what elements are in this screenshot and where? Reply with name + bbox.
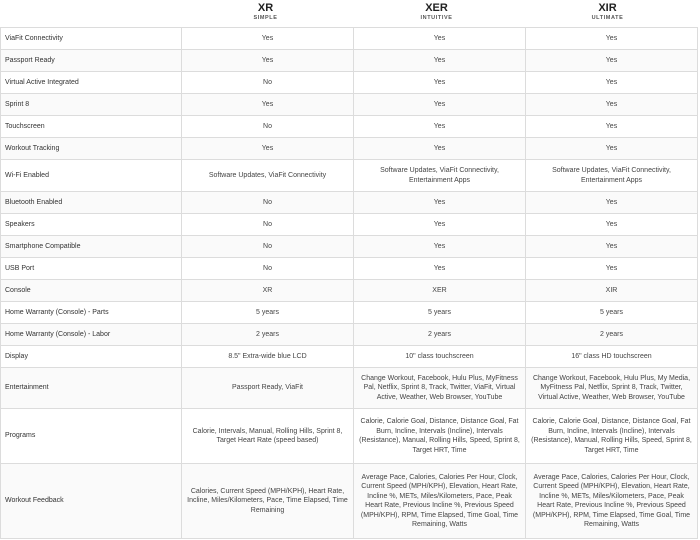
row-label: Wi-Fi Enabled xyxy=(1,160,182,192)
row-value: No xyxy=(182,236,354,258)
row-value: Average Pace, Calories, Calories Per Hour, Clock, Current Speed (MPH/KPH), Elevation, Heart Rate, Incline %, METs, Miles/Kilometers, Pace, Peak Heart Rate, Previous Incline %, Previous Speed (MPH/KPH), RPM, Time Elapsed, Time Goal, Time Remaining, Watts xyxy=(526,464,698,539)
row-value: Software Updates, ViaFit Connectivity, Entertainment Apps xyxy=(354,160,526,192)
row-value: Yes xyxy=(526,28,698,50)
row-value: Yes xyxy=(354,28,526,50)
table-row xyxy=(1,409,698,464)
column-subtitle: ULTIMATE xyxy=(591,15,624,21)
row-value: 8.5" Extra-wide blue LCD xyxy=(182,346,354,368)
table-row xyxy=(1,368,698,409)
row-value: 5 years xyxy=(182,302,354,324)
column-header-xir xyxy=(522,0,693,27)
row-value: Change Workout, Facebook, Hulu Plus, My Media, MyFitness Pal, Netflix, Sprint 8, Track, Twitter, Virtual Active, Weather, Web Browser, YouTube xyxy=(526,368,698,409)
column-name: XER xyxy=(425,2,448,14)
column-name: XR xyxy=(257,2,274,14)
row-label: Workout Feedback xyxy=(1,464,182,539)
table-row xyxy=(1,94,698,116)
row-label: Smartphone Compatible xyxy=(1,236,182,258)
column-name: XIR xyxy=(598,2,617,14)
row-value: Yes xyxy=(182,28,354,50)
row-value: No xyxy=(182,258,354,280)
row-value: Yes xyxy=(354,214,526,236)
row-value: 5 years xyxy=(354,302,526,324)
row-value: Yes xyxy=(526,192,698,214)
table-row xyxy=(1,302,698,324)
column-header-xr xyxy=(180,0,351,27)
table-row xyxy=(1,464,698,539)
row-value: Yes xyxy=(526,94,698,116)
row-value: Calorie, Calorie Goal, Distance, Distance Goal, Fat Burn, Incline, Intervals (Incline), Intervals (Resistance), Manual, Rolling Hills, Speed, Sprint 8, Target HRT, Time xyxy=(526,409,698,464)
row-value: Calories, Current Speed (MPH/KPH), Heart Rate, Incline, Miles/Kilometers, Pace, Time Elapsed, Time Remaining xyxy=(182,464,354,539)
table-row xyxy=(1,138,698,160)
row-value: Calorie, Calorie Goal, Distance, Distance Goal, Fat Burn, Incline, Intervals (Incline), Intervals (Resistance), Manual, Rolling Hills, Speed, Sprint 8, Target HRT, Time xyxy=(354,409,526,464)
row-label: Home Warranty (Console) - Parts xyxy=(1,302,182,324)
row-value: Yes xyxy=(354,258,526,280)
table-row xyxy=(1,258,698,280)
row-value: 5 years xyxy=(526,302,698,324)
row-label: USB Port xyxy=(1,258,182,280)
row-value: 16" class HD touchscreen xyxy=(526,346,698,368)
table-row xyxy=(1,236,698,258)
column-subtitle: INTUITIVE xyxy=(420,15,453,21)
table-row xyxy=(1,324,698,346)
row-value: Yes xyxy=(182,50,354,72)
row-value: Average Pace, Calories, Calories Per Hour, Clock, Current Speed (MPH/KPH), Elevation, Heart Rate, Incline %, METs, Miles/Kilometers, Pace, Peak Heart Rate, Previous Incline %, Previous Speed (MPH/KPH), RPM, Time Elapsed, Time Goal, Time Remaining, Watts xyxy=(354,464,526,539)
header-blank xyxy=(0,0,180,27)
row-value: Change Workout, Facebook, Hulu Plus, MyFitness Pal, Netflix, Sprint 8, Track, Twitter, ViaFit, Virtual Active, Weather, Web Browser, YouTube xyxy=(354,368,526,409)
row-value: Yes xyxy=(182,138,354,160)
row-value: Software Updates, ViaFit Connectivity, Entertainment Apps xyxy=(526,160,698,192)
row-value: Yes xyxy=(526,214,698,236)
row-value: 2 years xyxy=(526,324,698,346)
row-value: 10" class touchscreen xyxy=(354,346,526,368)
row-value: Yes xyxy=(526,258,698,280)
row-value: Yes xyxy=(354,72,526,94)
row-label: Passport Ready xyxy=(1,50,182,72)
row-value: No xyxy=(182,116,354,138)
row-value: Yes xyxy=(354,192,526,214)
row-label: ViaFit Connectivity xyxy=(1,28,182,50)
table-row xyxy=(1,280,698,302)
row-value: Yes xyxy=(526,72,698,94)
row-value: Yes xyxy=(354,236,526,258)
row-label: Virtual Active Integrated xyxy=(1,72,182,94)
row-label: Sprint 8 xyxy=(1,94,182,116)
row-value: Software Updates, ViaFit Connectivity xyxy=(182,160,354,192)
table-row xyxy=(1,346,698,368)
table-row xyxy=(1,160,698,192)
row-value: No xyxy=(182,192,354,214)
table-row xyxy=(1,214,698,236)
row-value: XIR xyxy=(526,280,698,302)
column-subtitle: SIMPLE xyxy=(253,15,278,21)
row-value: XER xyxy=(354,280,526,302)
row-label: Entertainment xyxy=(1,368,182,409)
row-label: Home Warranty (Console) - Labor xyxy=(1,324,182,346)
row-value: 2 years xyxy=(354,324,526,346)
column-header-row xyxy=(0,0,700,27)
row-label: Speakers xyxy=(1,214,182,236)
table-row xyxy=(1,72,698,94)
row-value: Yes xyxy=(354,50,526,72)
row-value: Yes xyxy=(354,94,526,116)
row-value: Yes xyxy=(526,138,698,160)
row-value: No xyxy=(182,214,354,236)
row-value: Yes xyxy=(526,50,698,72)
comparison-table xyxy=(0,27,698,539)
row-value: XR xyxy=(182,280,354,302)
row-label: Touchscreen xyxy=(1,116,182,138)
row-label: Display xyxy=(1,346,182,368)
row-value: Yes xyxy=(526,236,698,258)
row-value: Yes xyxy=(354,138,526,160)
table-row xyxy=(1,192,698,214)
row-label: Programs xyxy=(1,409,182,464)
row-label: Bluetooth Enabled xyxy=(1,192,182,214)
table-row xyxy=(1,28,698,50)
row-value: No xyxy=(182,72,354,94)
row-value: Yes xyxy=(526,116,698,138)
row-value: Passport Ready, ViaFit xyxy=(182,368,354,409)
row-label: Console xyxy=(1,280,182,302)
row-value: Yes xyxy=(354,116,526,138)
row-value: Calorie, Intervals, Manual, Rolling Hills, Sprint 8, Target Heart Rate (speed based) xyxy=(182,409,354,464)
row-value: Yes xyxy=(182,94,354,116)
row-label: Workout Tracking xyxy=(1,138,182,160)
row-value: 2 years xyxy=(182,324,354,346)
table-row xyxy=(1,116,698,138)
column-header-xer xyxy=(351,0,522,27)
table-row xyxy=(1,50,698,72)
